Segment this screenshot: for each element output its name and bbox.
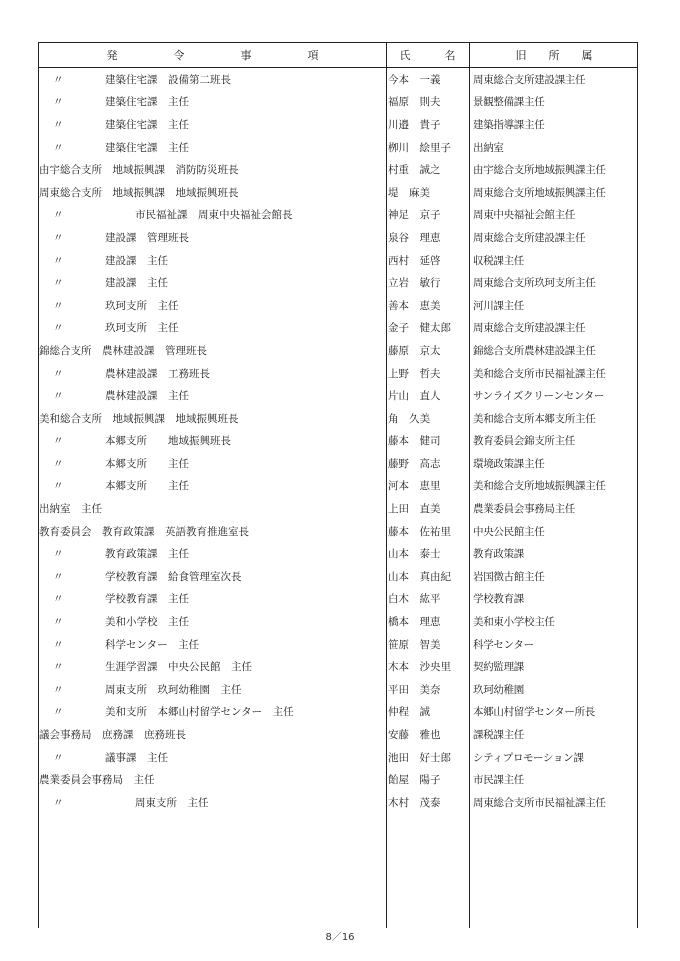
table-row: [39, 181, 637, 204]
person-name: 泉谷 理恵: [388, 231, 441, 244]
ditto-mark: 〃: [53, 322, 64, 335]
table-row: [39, 723, 637, 746]
person-name: 堤 麻美: [388, 186, 430, 199]
appointment-cell: [39, 91, 386, 114]
appointment-cell: [39, 610, 386, 633]
person-name: 池田 好士郎: [388, 751, 451, 764]
appointment-text: 科学センター 主任: [105, 638, 200, 651]
previous-post: 中央公民館主任: [473, 525, 545, 538]
person-name: 橋本 理恵: [388, 616, 441, 629]
table-row: [39, 452, 637, 475]
person-name: 立岩 敏行: [388, 277, 441, 290]
previous-post: サンライズクリーンセンター: [473, 390, 605, 403]
appointment-cell: [39, 136, 386, 159]
appointment-cell: [39, 384, 386, 407]
appointment-cell: [39, 701, 386, 724]
ditto-mark: 〃: [53, 706, 64, 719]
table-row: [39, 497, 637, 520]
ditto-mark: 〃: [53, 683, 64, 696]
appointment-text: 本郷支所 主任: [105, 480, 189, 493]
previous-post: 周東総合支所市民福祉課主任: [473, 796, 606, 809]
table-row: [39, 339, 637, 362]
person-name: 藤本 健司: [388, 435, 441, 448]
previous-post: 周東総合支所玖珂支所主任: [473, 277, 596, 290]
table-header: [39, 43, 637, 68]
previous-post: 河川課主任: [473, 299, 524, 312]
appointment-text: 美和総合支所 地域振興課 地域振興班長: [39, 412, 239, 425]
table-row: [39, 746, 637, 769]
person-name: 村重 誠之: [388, 164, 441, 177]
appointment-cell: [39, 678, 386, 701]
table-row: [39, 791, 637, 814]
person-name: 藤原 京太: [388, 344, 441, 357]
header-appointment: 発 令 事 項: [106, 49, 319, 62]
previous-post: 周東総合支所建設課主任: [473, 322, 586, 335]
page-number: 8／16: [325, 932, 355, 943]
appointment-cell: [39, 249, 386, 272]
table-row: [39, 475, 637, 498]
appointment-cell: [39, 181, 386, 204]
appointment-cell: [39, 633, 386, 656]
person-name: 今本 一義: [388, 73, 441, 86]
appointment-cell: [39, 746, 386, 769]
appointment-text: 美和小学校 主任: [105, 616, 189, 629]
ditto-mark: 〃: [53, 96, 64, 109]
appointment-text: 建築住宅課 主任: [105, 96, 189, 109]
table-row: [39, 249, 637, 272]
previous-post: 玖珂幼稚園: [473, 683, 524, 696]
person-name: 笹原 智美: [388, 638, 441, 651]
ditto-mark: 〃: [53, 751, 64, 764]
appointment-text: 建築住宅課 主任: [105, 118, 189, 131]
appointment-cell: [39, 791, 386, 814]
ditto-mark: 〃: [53, 661, 64, 674]
appointment-cell: [39, 430, 386, 453]
appointment-text: 教育政策課 主任: [105, 548, 189, 561]
person-name: 福原 則夫: [388, 96, 441, 109]
table-row: [39, 271, 637, 294]
person-name: 西村 延啓: [388, 254, 441, 267]
previous-post: 由宇総合支所地域振興課主任: [473, 164, 606, 177]
appointment-text: 建築住宅課 設備第二班長: [105, 73, 231, 86]
table-row: [39, 565, 637, 588]
appointment-text: 学校教育課 主任: [105, 593, 189, 606]
appointment-cell: [39, 542, 386, 565]
appointment-text: 玖珂支所 主任: [105, 322, 179, 335]
appointment-cell: [39, 723, 386, 746]
person-name: 仲程 誠: [388, 706, 430, 719]
previous-post: 出納室: [473, 141, 504, 154]
table-row: [39, 768, 637, 791]
table-row: [39, 655, 637, 678]
ditto-mark: 〃: [53, 118, 64, 131]
person-name: 藤本 佐祐里: [388, 525, 451, 538]
ditto-mark: 〃: [53, 435, 64, 448]
ditto-mark: 〃: [53, 367, 64, 380]
table-row: [39, 633, 637, 656]
ditto-mark: 〃: [53, 141, 64, 154]
appointment-text: 議会事務局 庶務課 庶務班長: [39, 729, 186, 742]
previous-post: 課税課主任: [473, 729, 524, 742]
previous-post: 建築指導課主任: [473, 118, 545, 131]
table-row: [39, 407, 637, 430]
appointment-text: 由宇総合支所 地域振興課 消防防災班長: [39, 164, 239, 177]
person-name: 藤野 高志: [388, 457, 441, 470]
appointment-cell: [39, 68, 386, 91]
appointment-text: 玖珂支所 主任: [105, 299, 179, 312]
person-name: 河本 恵里: [388, 480, 441, 493]
person-name: 角 久美: [388, 412, 430, 425]
ditto-mark: 〃: [53, 277, 64, 290]
person-name: 栁川 絵里子: [388, 141, 451, 154]
previous-post: シティプロモーション課: [473, 751, 584, 764]
appointment-text: 議事課 主任: [105, 751, 168, 764]
ditto-mark: 〃: [53, 390, 64, 403]
previous-post: 契約監理課: [473, 661, 524, 674]
ditto-mark: 〃: [53, 73, 64, 86]
appointment-cell: [39, 317, 386, 340]
appointment-text: 学校教育課 給食管理室次長: [105, 570, 242, 583]
table-body: [39, 68, 637, 814]
person-name: 安藤 雅也: [388, 729, 441, 742]
table-row: [39, 384, 637, 407]
previous-post: 学校教育課: [473, 593, 524, 606]
appointment-text: 本郷支所 地域振興班長: [105, 435, 231, 448]
appointment-text: 建設課 主任: [105, 277, 168, 290]
appointment-text: 本郷支所 主任: [105, 457, 189, 470]
ditto-mark: 〃: [53, 231, 64, 244]
person-name: 金子 健太郎: [388, 322, 451, 335]
previous-post: 美和総合支所市民福祉課主任: [473, 367, 606, 380]
ditto-mark: 〃: [53, 638, 64, 651]
ditto-mark: 〃: [53, 796, 64, 809]
previous-post: 教育委員会錦支所主任: [473, 435, 575, 448]
table-row: [39, 226, 637, 249]
appointment-cell: [39, 475, 386, 498]
appointment-cell: [39, 271, 386, 294]
personnel-table: [38, 42, 638, 928]
person-name: 川邉 貴子: [388, 118, 441, 131]
person-name: 木本 沙央里: [388, 661, 451, 674]
person-name: 上田 直美: [388, 503, 441, 516]
table-row: [39, 204, 637, 227]
previous-post: 周東総合支所建設課主任: [473, 73, 586, 86]
table-row: [39, 68, 637, 91]
previous-post: 美和総合支所地域振興課主任: [473, 480, 606, 493]
appointment-cell: [39, 520, 386, 543]
appointment-text: 市民福祉課 周東中央福祉会館長: [135, 209, 293, 222]
ditto-mark: 〃: [53, 457, 64, 470]
appointment-text: 美和支所 本郷山村留学センター 主任: [105, 706, 294, 719]
appointment-text: 建設課 管理班長: [105, 231, 189, 244]
appointment-text: 農林建設課 主任: [105, 390, 189, 403]
appointment-cell: [39, 497, 386, 520]
appointment-cell: [39, 113, 386, 136]
appointment-text: 周東総合支所 地域振興課 地域振興班長: [39, 186, 239, 199]
previous-post: 錦総合支所農林建設課主任: [473, 344, 596, 357]
person-name: 片山 直人: [388, 390, 441, 403]
table-row: [39, 588, 637, 611]
ditto-mark: 〃: [53, 616, 64, 629]
table-row: [39, 542, 637, 565]
ditto-mark: 〃: [53, 299, 64, 312]
person-name: 上野 哲夫: [388, 367, 441, 380]
table-row: [39, 91, 637, 114]
table-row: [39, 136, 637, 159]
appointment-text: 出納室 主任: [39, 503, 102, 516]
appointment-text: 生涯学習課 中央公民館 主任: [105, 661, 252, 674]
appointment-cell: [39, 226, 386, 249]
appointment-text: 農業委員会事務局 主任: [39, 774, 155, 787]
appointment-cell: [39, 204, 386, 227]
person-name: 飴屋 陽子: [388, 774, 441, 787]
person-name: 神足 京子: [388, 209, 441, 222]
table-row: [39, 520, 637, 543]
header-previous-post: 旧 所 属: [515, 49, 593, 62]
table-row: [39, 158, 637, 181]
person-name: 善本 恵美: [388, 299, 441, 312]
previous-post: 周東中央福祉会館主任: [473, 209, 575, 222]
header-name: 氏 名: [399, 49, 456, 62]
appointment-text: 周東支所 玖珂幼稚園 主任: [105, 683, 242, 696]
person-name: 白木 紘平: [388, 593, 441, 606]
appointment-cell: [39, 655, 386, 678]
previous-post: 景観整備課主任: [473, 96, 545, 109]
appointment-text: 周東支所 主任: [135, 796, 209, 809]
appointment-cell: [39, 362, 386, 385]
appointment-text: 教育委員会 教育政策課 英語教育推進室長: [39, 525, 249, 538]
person-name: 山本 泰士: [388, 548, 441, 561]
previous-post: 農業委員会事務局主任: [473, 503, 575, 516]
previous-post: 周東総合支所地域振興課主任: [473, 186, 606, 199]
appointment-cell: [39, 588, 386, 611]
appointment-cell: [39, 339, 386, 362]
table-row: [39, 294, 637, 317]
previous-post: 岩国徴古館主任: [473, 570, 545, 583]
previous-post: 収税課主任: [473, 254, 524, 267]
table-row: [39, 113, 637, 136]
table-row: [39, 317, 637, 340]
table-row: [39, 610, 637, 633]
previous-post: 教育政策課: [473, 548, 524, 561]
previous-post: 市民課主任: [473, 774, 524, 787]
table-row: [39, 701, 637, 724]
appointment-cell: [39, 565, 386, 588]
previous-post: 美和東小学校主任: [473, 616, 555, 629]
ditto-mark: 〃: [53, 593, 64, 606]
appointment-text: 建設課 主任: [105, 254, 168, 267]
table-row: [39, 362, 637, 385]
person-name: 木村 茂泰: [388, 796, 441, 809]
appointment-cell: [39, 768, 386, 791]
ditto-mark: 〃: [53, 254, 64, 267]
previous-post: 本郷山村留学センター所長: [473, 706, 595, 719]
appointment-cell: [39, 407, 386, 430]
previous-post: 美和総合支所本郷支所主任: [473, 412, 596, 425]
table-row: [39, 678, 637, 701]
table-row: [39, 430, 637, 453]
person-name: 平田 美奈: [388, 683, 441, 696]
ditto-mark: 〃: [53, 209, 64, 222]
previous-post: 科学センター: [473, 638, 534, 651]
ditto-mark: 〃: [53, 548, 64, 561]
appointment-text: 農林建設課 工務班長: [105, 367, 210, 380]
previous-post: 環境政策課主任: [473, 457, 545, 470]
previous-post: 周東総合支所建設課主任: [473, 231, 586, 244]
appointment-text: 錦総合支所 農林建設課 管理班長: [39, 344, 207, 357]
appointment-cell: [39, 452, 386, 475]
appointment-text: 建築住宅課 主任: [105, 141, 189, 154]
appointment-cell: [39, 158, 386, 181]
appointment-cell: [39, 294, 386, 317]
ditto-mark: 〃: [53, 570, 64, 583]
person-name: 山本 真由紀: [388, 570, 451, 583]
ditto-mark: 〃: [53, 480, 64, 493]
